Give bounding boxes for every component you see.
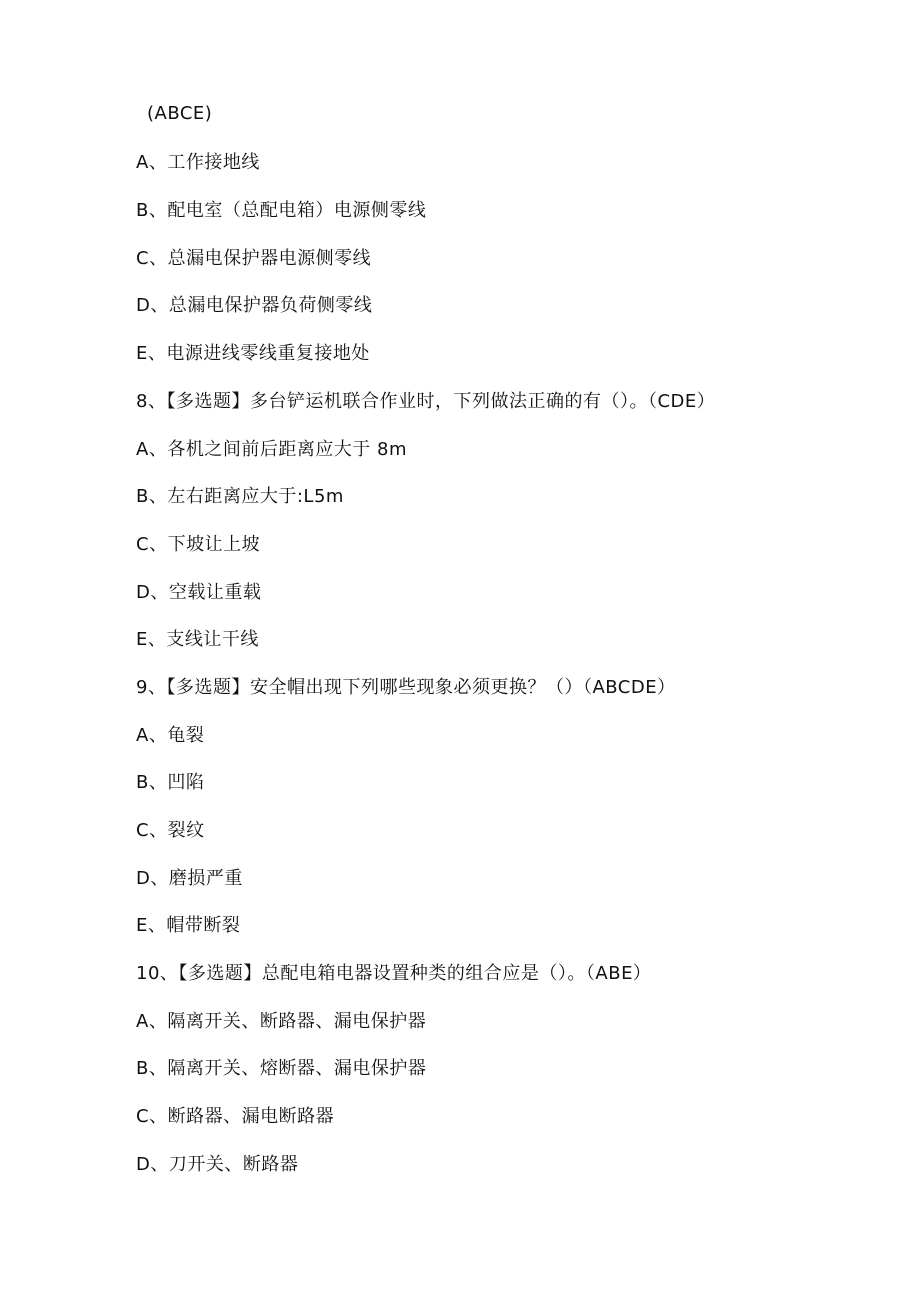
option-line: D、空载让重载 [136,582,262,603]
option-line: C、断路器、漏电断路器 [136,1106,335,1127]
question-line: 8、【多选题】多台铲运机联合作业时，下列做法正确的有（）。（CDE） [136,391,716,412]
option-line: C、裂纹 [136,820,205,841]
option-line: E、帽带断裂 [136,915,241,936]
option-line: C、下坡让上坡 [136,534,261,555]
option-line: A、龟裂 [136,725,205,746]
option-line: E、支线让干线 [136,629,259,650]
option-line: A、各机之间前后距离应大于 8m [136,439,408,460]
option-line: E、电源进线零线重复接地处 [136,343,370,364]
option-line: A、工作接地线 [136,152,260,173]
option-line: B、凹陷 [136,772,205,793]
option-line: A、隔离开关、断路器、漏电保护器 [136,1011,427,1032]
question-line: 9、【多选题】安全帽出现下列哪些现象必须更换？（）（ABCDE） [136,677,676,698]
option-line: B、左右距离应大于:L5m [136,486,344,507]
option-line: D、刀开关、断路器 [136,1154,299,1175]
answer-line: (ABCE) [147,103,213,124]
question-line: 10、【多选题】总配电箱电器设置种类的组合应是（）。（ABE） [136,963,652,984]
option-line: B、配电室（总配电箱）电源侧零线 [136,200,427,221]
option-line: D、总漏电保护器负荷侧零线 [136,295,373,316]
option-line: C、总漏电保护器电源侧零线 [136,248,372,269]
option-line: B、隔离开关、熔断器、漏电保护器 [136,1058,427,1079]
option-line: D、磨损严重 [136,868,243,889]
